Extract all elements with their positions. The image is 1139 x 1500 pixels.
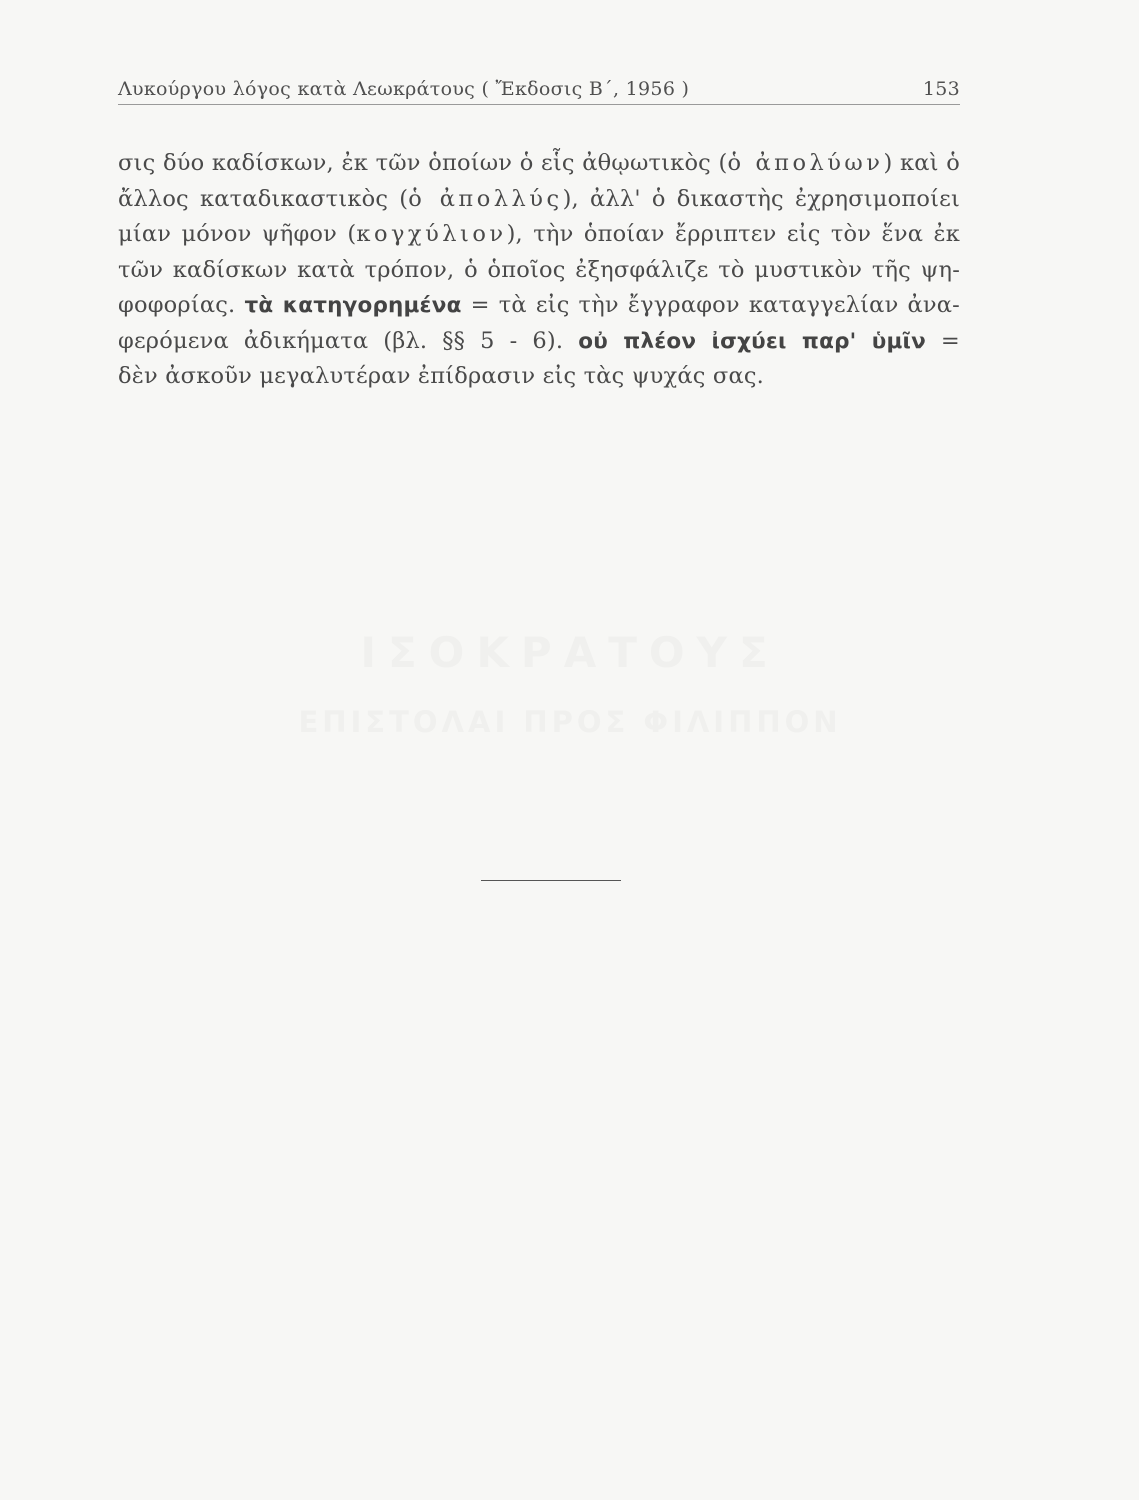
header-rule xyxy=(118,104,960,105)
body-paragraph xyxy=(118,146,960,395)
line-3-part-a: μίαν μόνον ψῆφον ( xyxy=(118,221,357,247)
line-5-part-a: φοφορίας. xyxy=(118,292,236,318)
bold-lemma-kategoremena: τὰ κατηγορημένα xyxy=(244,293,462,318)
line-6-part-c: = xyxy=(940,327,960,354)
text-line-6 xyxy=(118,324,960,360)
text-line-1 xyxy=(118,146,960,182)
line-1-part-a: σις δύο καδίσκων, ἐκ τῶν ὁποίων ὁ εἷς ἀθῳωτικὸς ( xyxy=(118,150,728,176)
line-1-part-c: ) καὶ ὁ xyxy=(883,150,960,176)
section-end-rule xyxy=(481,880,621,881)
line-3-part-c: ), τὴν ὁποίαν ἔρριπτεν εἰς τὸν ἕνα ἐκ xyxy=(506,221,960,247)
text-line-4: τῶν καδίσκων κατὰ τρόπον, ὁ ὁποῖος ἐξησφάλιζε τὸ μυστικὸν τῆς ψη- xyxy=(118,256,960,283)
spaced-term-konchylion: κογχύλιον xyxy=(356,221,507,247)
text-line-5 xyxy=(118,288,960,324)
text-line-3 xyxy=(118,217,960,253)
line-6-part-a: φερόμενα ἀδικήματα (βλ. §§ 5 - 6). xyxy=(118,327,564,354)
bold-lemma-ou-pleon: οὐ πλέον ἰσχύει παρ' ὑμῖν xyxy=(578,328,926,354)
bleed-through-heading: ΙΣΟΚΡΑΤΟΥΣ xyxy=(360,628,780,677)
bleed-through-subheading: ΕΠΙΣΤΟΛΑΙ ΠΡΟΣ ΦΙΛΙΠΠΟΝ xyxy=(298,705,842,739)
text-line-7: δὲν ἀσκοῦν μεγαλυτέραν ἐπίδρασιν εἰς τὰς ψυχάς σας. xyxy=(118,363,765,389)
header-title: Λυκούργου λόγος κατὰ Λεωκράτους ( Ἔκδοσις Β΄, 1956 ) xyxy=(118,78,690,100)
page-number: 153 xyxy=(922,78,960,100)
text-line-2 xyxy=(118,182,960,218)
line-2-part-c: ), ἀλλ' ὁ δικαστὴς ἐχρησιμοποίει xyxy=(562,185,960,212)
line-5-part-c: = τὰ εἰς τὴν ἔγγραφον καταγγελίαν ἀνα- xyxy=(470,292,960,318)
spaced-term-apollys: ὁ ἀπολλύς xyxy=(408,185,563,212)
spaced-term-apolyon: ὁ ἀπολύων xyxy=(727,150,884,176)
line-2-part-a: ἄλλος καταδικαστικὸς ( xyxy=(118,185,409,212)
